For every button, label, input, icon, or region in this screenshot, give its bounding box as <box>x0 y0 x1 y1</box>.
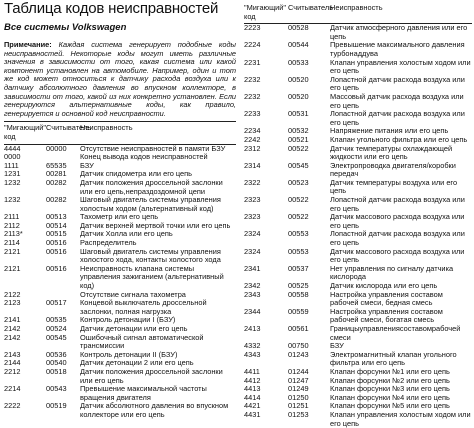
flash-code: 2212 <box>4 366 21 376</box>
reader-code: 00543 <box>46 384 67 394</box>
fault-text: Датчик положения дроссельной заслонки или его цепь <box>80 366 223 385</box>
reader-code: 01249 <box>288 384 309 394</box>
table-row <box>244 76 472 93</box>
header-fault: Неисправность <box>80 123 133 133</box>
flash-code: 2122 <box>4 289 21 299</box>
table-row <box>244 162 472 179</box>
reader-code: 00515 <box>46 229 67 239</box>
flash-code: 2141 <box>4 315 21 325</box>
flash-code: 2413 <box>244 323 261 333</box>
flash-code: 2234 <box>244 126 261 136</box>
fault-text: Датчик верхней мертвой точки или его цепь <box>80 220 231 230</box>
flash-code: 2344 <box>244 306 261 316</box>
flash-code: 2343 <box>244 289 261 299</box>
reader-code: 00000 <box>46 143 67 153</box>
fault-text: Датчик абсолютного давления во впускном коллекторе или его цепь <box>80 401 229 419</box>
flash-code: 4332 <box>244 341 261 351</box>
fault-text: Ошибочный сигнал автоматической трансмиссии <box>80 332 204 351</box>
fault-text: Напряжение питания или его цепь <box>330 126 449 136</box>
table-row <box>4 248 236 265</box>
table-row <box>4 179 236 196</box>
flash-code: 4413 <box>244 384 261 394</box>
flash-code: 2121 <box>4 246 21 256</box>
flash-code: 2222 <box>4 401 21 411</box>
flash-code: 2144 <box>4 358 21 368</box>
fault-text: Настройка управления составом рабочей смеси, бедная смесь <box>330 289 443 308</box>
reader-code: 00520 <box>288 91 309 101</box>
flash-code: 4412 <box>244 375 261 385</box>
note-text: Каждая система генерирует подобные коды неисправностей. Некоторые коды могут иметь различные значения в зависимости от того, какая система или какой компонент установлен на автомобиле. Например, один и тот же код может относиться к датчику расхода воздуха или к датчику абсолютного давления во впускном коллекторе, в зависимости от того, какой из них конкретно установлен. Если генерируются альтернативные коды, как правило, генерируется и основной код неисправности. <box>4 40 236 118</box>
fault-text: Датчик температуры охлаждающей жидкости или его цепь <box>330 143 453 162</box>
reader-code: 00513 <box>46 212 67 222</box>
flash-code: 0000 <box>4 152 21 162</box>
flash-code: 4431 <box>244 409 261 419</box>
flash-code: 2114 <box>4 238 20 248</box>
reader-code: 00558 <box>288 289 309 299</box>
reader-code: 00536 <box>46 349 67 359</box>
reader-code: 00545 <box>288 160 309 170</box>
fault-text: Клапан форсунки №5 или его цепь <box>330 401 450 411</box>
flash-code: 2233 <box>244 109 261 119</box>
reader-code: 00531 <box>288 109 309 119</box>
table-row <box>244 110 472 127</box>
fault-text: Клапан форсунки №3 или его цепь <box>330 384 450 394</box>
fault-text: Клапан угольного фильтра или его цепь <box>330 134 468 144</box>
reader-code: 00522 <box>288 212 309 222</box>
flash-code: 2341 <box>244 263 261 273</box>
reader-code: 00520 <box>288 74 309 84</box>
fault-text: Датчик массового расхода воздуха или его цепь <box>330 212 465 230</box>
reader-code: 00750 <box>288 341 309 351</box>
flash-code: 2223 <box>244 23 261 33</box>
table-row <box>4 334 236 351</box>
reader-code: 01251 <box>288 401 309 411</box>
table-row <box>244 291 472 308</box>
reader-code: 00523 <box>288 177 309 187</box>
reader-code: 01244 <box>288 366 309 376</box>
fault-text: Настройка управления составом рабочей смеси, богатая смесь <box>330 306 443 325</box>
flash-code: 2323 <box>244 212 261 222</box>
reader-code: 00282 <box>46 195 67 205</box>
table-row <box>244 230 472 247</box>
right-table-body <box>244 24 472 428</box>
reader-code: 01243 <box>288 349 309 359</box>
flash-code: 2142 <box>4 324 21 333</box>
fault-text: Неисправность клапана системы управления зажиганием (альтернативный код) <box>80 263 224 291</box>
table-header <box>4 122 236 144</box>
flash-code: 1232 <box>4 177 21 187</box>
reader-code: 00516 <box>46 246 67 256</box>
reader-code: 00521 <box>288 134 309 144</box>
fault-text: Датчик атмосферного давления или его цепь <box>330 23 468 41</box>
fault-text: Шаговый двигатель системы управления холостым ходом (альтернативный код) <box>80 195 221 213</box>
flash-code: 2121 <box>4 263 21 273</box>
reader-code: 00518 <box>46 366 67 376</box>
flash-code: 2142 <box>4 332 21 342</box>
reader-code: 00519 <box>46 401 67 411</box>
fault-text: Границыуправлениясоставомрабочей смеси <box>330 323 461 342</box>
flash-code: 1111 <box>4 160 19 170</box>
table-row <box>244 351 472 368</box>
fault-text: Тахометр или его цепь <box>80 212 159 222</box>
reader-code: 00281 <box>46 169 67 179</box>
reader-code: 00522 <box>288 143 309 153</box>
reader-code: 00517 <box>46 298 67 308</box>
fault-text: Конец вывода кодов неисправностей <box>80 152 208 162</box>
table-row <box>244 213 472 230</box>
header-flash-code: "Мигающий" код <box>244 3 287 21</box>
table-row <box>244 24 472 41</box>
table-row <box>244 265 472 282</box>
flash-code: 2322 <box>244 177 261 187</box>
flash-code: 2242 <box>244 134 261 144</box>
flash-code: 2232 <box>244 74 261 84</box>
fault-text: Контроль детонации I (БЗУ) <box>80 315 176 325</box>
flash-code: 4421 <box>244 401 261 411</box>
reader-code: 01247 <box>288 375 309 385</box>
flash-code: 2324 <box>244 246 261 256</box>
flash-code: 2324 <box>244 229 261 239</box>
table-row <box>244 93 472 110</box>
fault-text: Превышение максимальной частоты вращения двигателя <box>80 384 207 402</box>
fault-text: БЗУ <box>80 160 94 170</box>
fault-text: Электропроводка двигателя/коробки передач <box>330 160 456 179</box>
fault-text: Клапан форсунки №4 или его цепь <box>330 392 450 402</box>
header-fault: Неисправность <box>330 3 383 12</box>
fault-text: Клапан форсунки №2 или его цепь <box>330 375 450 385</box>
fault-text: Отсутствие сигнала тахометра <box>80 289 186 299</box>
note <box>4 41 236 118</box>
header-flash-code: "Мигающий" код <box>4 123 47 141</box>
flash-code: 1231 <box>4 169 21 179</box>
flash-code: 2342 <box>244 281 261 290</box>
reader-code: 00537 <box>288 263 309 273</box>
flash-code: 2112 <box>4 220 20 230</box>
flash-code: 2323 <box>244 195 261 205</box>
table-row <box>244 248 472 265</box>
fault-text: Массовый датчик расхода воздуха или его цепь <box>330 91 464 110</box>
table-row <box>4 402 236 419</box>
reader-code: 00532 <box>288 126 309 136</box>
reader-code: 00553 <box>288 229 309 239</box>
table-row <box>4 368 236 385</box>
table-row <box>244 41 472 58</box>
left-column <box>4 20 236 420</box>
table-row <box>244 308 472 325</box>
reader-code: 00540 <box>46 358 67 368</box>
flash-code: 4411 <box>244 366 260 376</box>
fault-text: Контроль детонации II (БЗУ) <box>80 349 178 359</box>
section-title: Все системы Volkswagen <box>4 22 127 33</box>
flash-code: 2224 <box>244 40 261 50</box>
left-table-body <box>4 145 236 420</box>
table-row <box>244 145 472 162</box>
reader-code: 00525 <box>288 281 309 290</box>
table-row <box>244 411 472 428</box>
fault-text: Датчик спидометра или его цепь <box>80 169 192 179</box>
flash-code: 2232 <box>244 91 261 101</box>
fault-text: БЗУ <box>330 341 344 351</box>
reader-code: 01250 <box>288 392 309 402</box>
flash-code: 2312 <box>244 143 261 153</box>
table-row <box>4 299 236 316</box>
fault-text: Лопастной датчик расхода воздуха или его цепь <box>330 229 465 248</box>
reader-code: 00535 <box>46 315 67 325</box>
table-row <box>244 59 472 76</box>
header-reader: Считыватель <box>46 123 92 133</box>
reader-code: 00553 <box>288 246 309 256</box>
flash-code: 4343 <box>244 349 261 359</box>
reader-code: 00516 <box>46 238 67 248</box>
fault-text: Датчик Холла или его цепь <box>80 229 173 239</box>
flash-code: 2111 <box>4 212 20 222</box>
reader-code: 00528 <box>288 23 309 33</box>
fault-text: Клапан форсунки №1 или его цепь <box>330 366 450 376</box>
fault-text: Датчик положения дроссельной заслонки или его цепь,непраздоздомной цепи <box>80 177 223 196</box>
reader-code: 00544 <box>288 40 309 50</box>
fault-text: Нет управления по сигналу датчика кислорода <box>330 263 454 282</box>
fault-text: Датчик детонации или его цепь <box>80 324 188 333</box>
flash-code: 1232 <box>4 195 21 205</box>
fault-text: Датчик массового расхода воздуха или его цепь <box>330 246 465 265</box>
table-row <box>4 196 236 213</box>
fault-text: Датчик температуры воздуха или его цепь <box>330 177 458 196</box>
reader-code: 01253 <box>288 409 309 419</box>
flash-code: 4444 <box>4 143 21 153</box>
reader-code: 00282 <box>46 177 67 187</box>
table-header <box>244 0 472 24</box>
fault-text: Датчик кислорода или его цепь <box>330 281 438 290</box>
reader-code: 00561 <box>288 323 309 333</box>
flash-code: 2231 <box>244 57 261 67</box>
fault-text: Лопастной датчик расхода воздуха или его цепь <box>330 74 465 93</box>
table-row <box>244 196 472 213</box>
fault-text: Лопастной датчик расхода воздуха или его цепь <box>330 195 465 213</box>
flash-code: 2143 <box>4 349 21 359</box>
reader-code: 00533 <box>288 57 309 67</box>
fault-text: Распределитель <box>80 238 137 248</box>
reader-code: 00524 <box>46 324 67 333</box>
reader-code: 00516 <box>46 263 67 273</box>
fault-text: Отсутствие неисправностей в памяти БЗУ <box>80 143 226 153</box>
right-column <box>244 0 472 428</box>
reader-code: 00514 <box>46 220 67 230</box>
fault-text: Электромагнитный клапан угольного фильтра или его цепь <box>330 349 457 368</box>
fault-text: Шаговый двигатель системы управления холостого хода, контакты холостого хода <box>80 246 221 265</box>
table-row <box>4 153 236 162</box>
flash-code: 4414 <box>244 392 261 402</box>
reader-code: 00522 <box>288 195 309 205</box>
header-reader: Считыватель <box>288 3 334 12</box>
reader-code: 00559 <box>288 306 309 316</box>
fault-text: Лопастной датчик расхода воздуха или его цепь <box>330 109 465 127</box>
reader-code: 65535 <box>46 160 67 170</box>
table-row <box>244 179 472 196</box>
flash-code: 2314 <box>244 160 261 170</box>
page-title: Таблица кодов неисправностей <box>4 0 219 17</box>
fault-text: Концевой выключатель дроссельной заслонки, полная нагрузка <box>80 298 207 316</box>
flash-code: 2113* <box>4 229 23 239</box>
table-row <box>4 265 236 291</box>
flash-code: 2214 <box>4 384 21 394</box>
reader-code: 00545 <box>46 332 67 342</box>
fault-text: Датчик детонации 2 или его цепь <box>80 358 194 368</box>
flash-code: 2123 <box>4 298 21 308</box>
note-label: Примечание: <box>4 40 52 49</box>
table-row <box>244 325 472 342</box>
table-row <box>4 385 236 402</box>
fault-text: Клапан управления холостым ходом или его цепь <box>330 409 471 428</box>
fault-text: Клапан управления холостым ходом или его цепь <box>330 57 471 76</box>
fault-text: Превышение максимального давления турбонаддува <box>330 40 465 58</box>
